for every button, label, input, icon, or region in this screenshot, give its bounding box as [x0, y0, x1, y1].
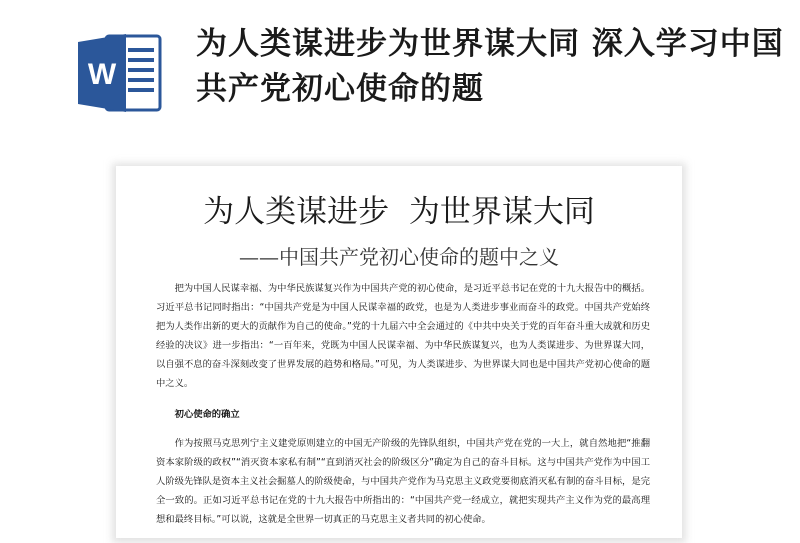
document-body	[156, 279, 650, 529]
paragraph-1: 把为中国人民谋幸福、为中华民族谋复兴作为中国共产党的初心使命，是习近平总书记在党的十九大报告中的概括。习近平总书记同时指出：“中国共产党是为中国人民谋幸福的政党，也是为人类进步事业而奋斗的政党。中国共产党始终把为人类作出新的更大的贡献作为自己的使命。”党的十九届六中全会通过的《中共中央关于党的百年奋斗重大成就和历史经验的决议》进一步指出：“一百年来，党既为中国人民谋幸福、为中华民族谋复兴，也为人类谋进步、为世界谋大同，以自强不息的奋斗深刻改变了世界发展的趋势和格局。”可见，为人类谋进步、为世界谋大同也是中国共产党初心使命的题中之义。	[156, 283, 650, 389]
document-subtitle: ——中国共产党初心使命的题中之义	[239, 245, 559, 269]
word-icon-letter: W	[87, 58, 117, 91]
document-title: 为人类谋进步 为世界谋大同	[203, 194, 595, 230]
word-document-icon	[76, 32, 164, 114]
section-heading: 初心使命的确立	[174, 409, 240, 420]
header-banner	[0, 0, 800, 150]
document-page[interactable]	[116, 166, 682, 538]
page-title: 为人类谋进步为世界谋大同 深入学习中国共产党初心使命的题	[196, 26, 784, 107]
paragraph-2: 作为按照马克思列宁主义建党原则建立的中国无产阶级的先锋队组织，中国共产党在党的一大上，就自然地把“推翻资本家阶级的政权”“消灭资本家私有制”“直到消灭社会的阶级区分”确定为自己的奋斗目标。这与中国共产党作为中国工人阶级先锋队是资本主义社会掘墓人的阶级使命，与中国共产党作为马克思主义政党要彻底消灭私有制的奋斗目标，是完全一致的。正如习近平总书记在党的十九大报告中所指出的：“中国共产党一经成立，就把实现共产主义作为党的最高理想和最终目标。”可以说，这就是全世界一切真正的马克思主义者共同的初心使命。	[156, 438, 650, 525]
